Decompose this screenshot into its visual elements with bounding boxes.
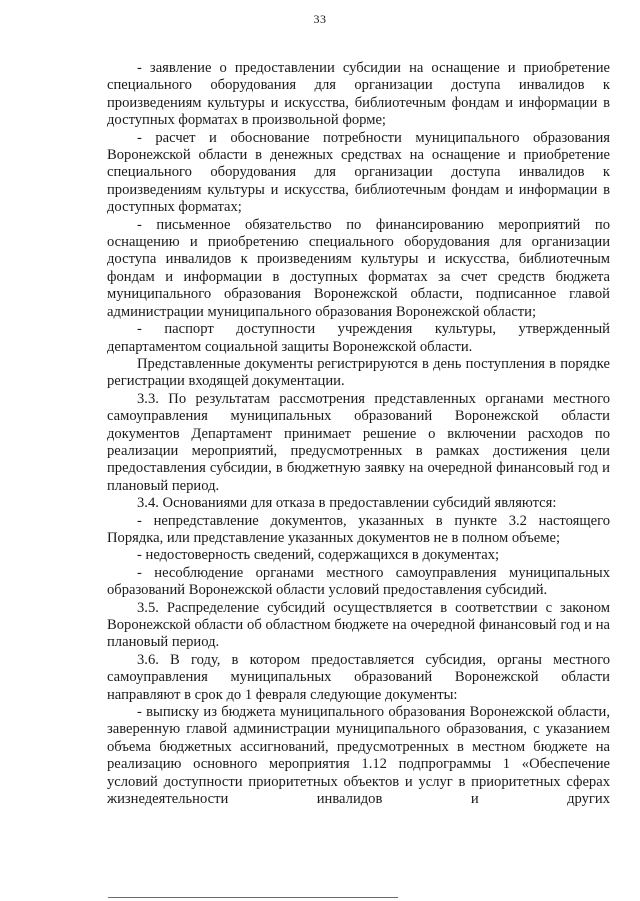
paragraph-refusal-unreliable: - недостоверность сведений, содержащихся в документах; bbox=[137, 547, 500, 564]
paragraph-registration: Представленные документы регистрируются в день поступления в порядке регистрации входящей документации. bbox=[107, 355, 610, 390]
paragraph-refusal-noncompliance: - несоблюдение органами местного самоуправления муниципальных образований Воронежской области условий предоставления субсидий. bbox=[107, 564, 610, 599]
document-body bbox=[107, 60, 610, 808]
footer-rule bbox=[108, 897, 398, 898]
paragraph-3-6: 3.6. В году, в котором предоставляется субсидия, органы местного самоуправления муниципальных образований Воронежской области направляют в срок до 1 февраля следующие документы: bbox=[107, 651, 610, 703]
paragraph-budget-extract: - выписку из бюджета муниципального образования Воронежской области, заверенную главой администрации муниципального образования, с указанием объема бюджетных ассигнований, предусмотренных в местном бюджете на реализацию основного мероприятия 1.12 подпрограммы 1 «Обеспечение условий доступности приоритетных объектов и услуг в приоритетных сферах жизнедеятельности инвалидов и других bbox=[107, 704, 610, 808]
paragraph-accessibility-passport: - паспорт доступности учреждения культуры, утвержденный департаментом социальной защиты Воронежской области. bbox=[107, 321, 610, 355]
paragraph-application: - заявление о предоставлении субсидии на оснащение и приобретение специального оборудования для организации доступа инвалидов к произведениям культуры и искусства, библиотечным фондам и информации в доступных форматах в произвольной форме; bbox=[107, 60, 610, 129]
paragraph-obligation: - письменное обязательство по финансированию мероприятий по оснащению и приобретению специального оборудования для организации доступа инвалидов к произведениям культуры и искусства, библиотечным фондам и информации в доступных форматах за счет средств бюджета муниципального образования Воронежской области, подписанное главой администрации муниципального образования Воронежской области; bbox=[107, 216, 610, 320]
page-number: 33 bbox=[313, 12, 327, 26]
paragraph-calculation: - расчет и обоснование потребности муниципального образования Воронежской области в денежных средствах на оснащение и приобретение специального оборудования для организации доступа инвалидов к произведениям культуры и искусства, библиотечным фондам и информации в доступных форматах; bbox=[107, 129, 610, 216]
paragraph-3-5: 3.5. Распределение субсидий осуществляется в соответствии с законом Воронежской области об областном бюджете на очередной финансовый год и на плановый период. bbox=[107, 599, 610, 651]
paragraph-refusal-documents: - непредставление документов, указанных в пункте 3.2 настоящего Порядка, или представление указанных документов не в полном объеме; bbox=[107, 512, 610, 546]
paragraph-3-3: 3.3. По результатам рассмотрения представленных органами местного самоуправления муниципальных образований Воронежской области документов Департамент принимает решение о включении расходов по реализации мероприятий, предусмотренных в рамках достижения цели предоставления субсидии, в бюджетную заявку на очередной финансовый год и плановый период. bbox=[107, 390, 610, 494]
paragraph-3-4: 3.4. Основаниями для отказа в предоставлении субсидий являются: bbox=[137, 495, 557, 512]
